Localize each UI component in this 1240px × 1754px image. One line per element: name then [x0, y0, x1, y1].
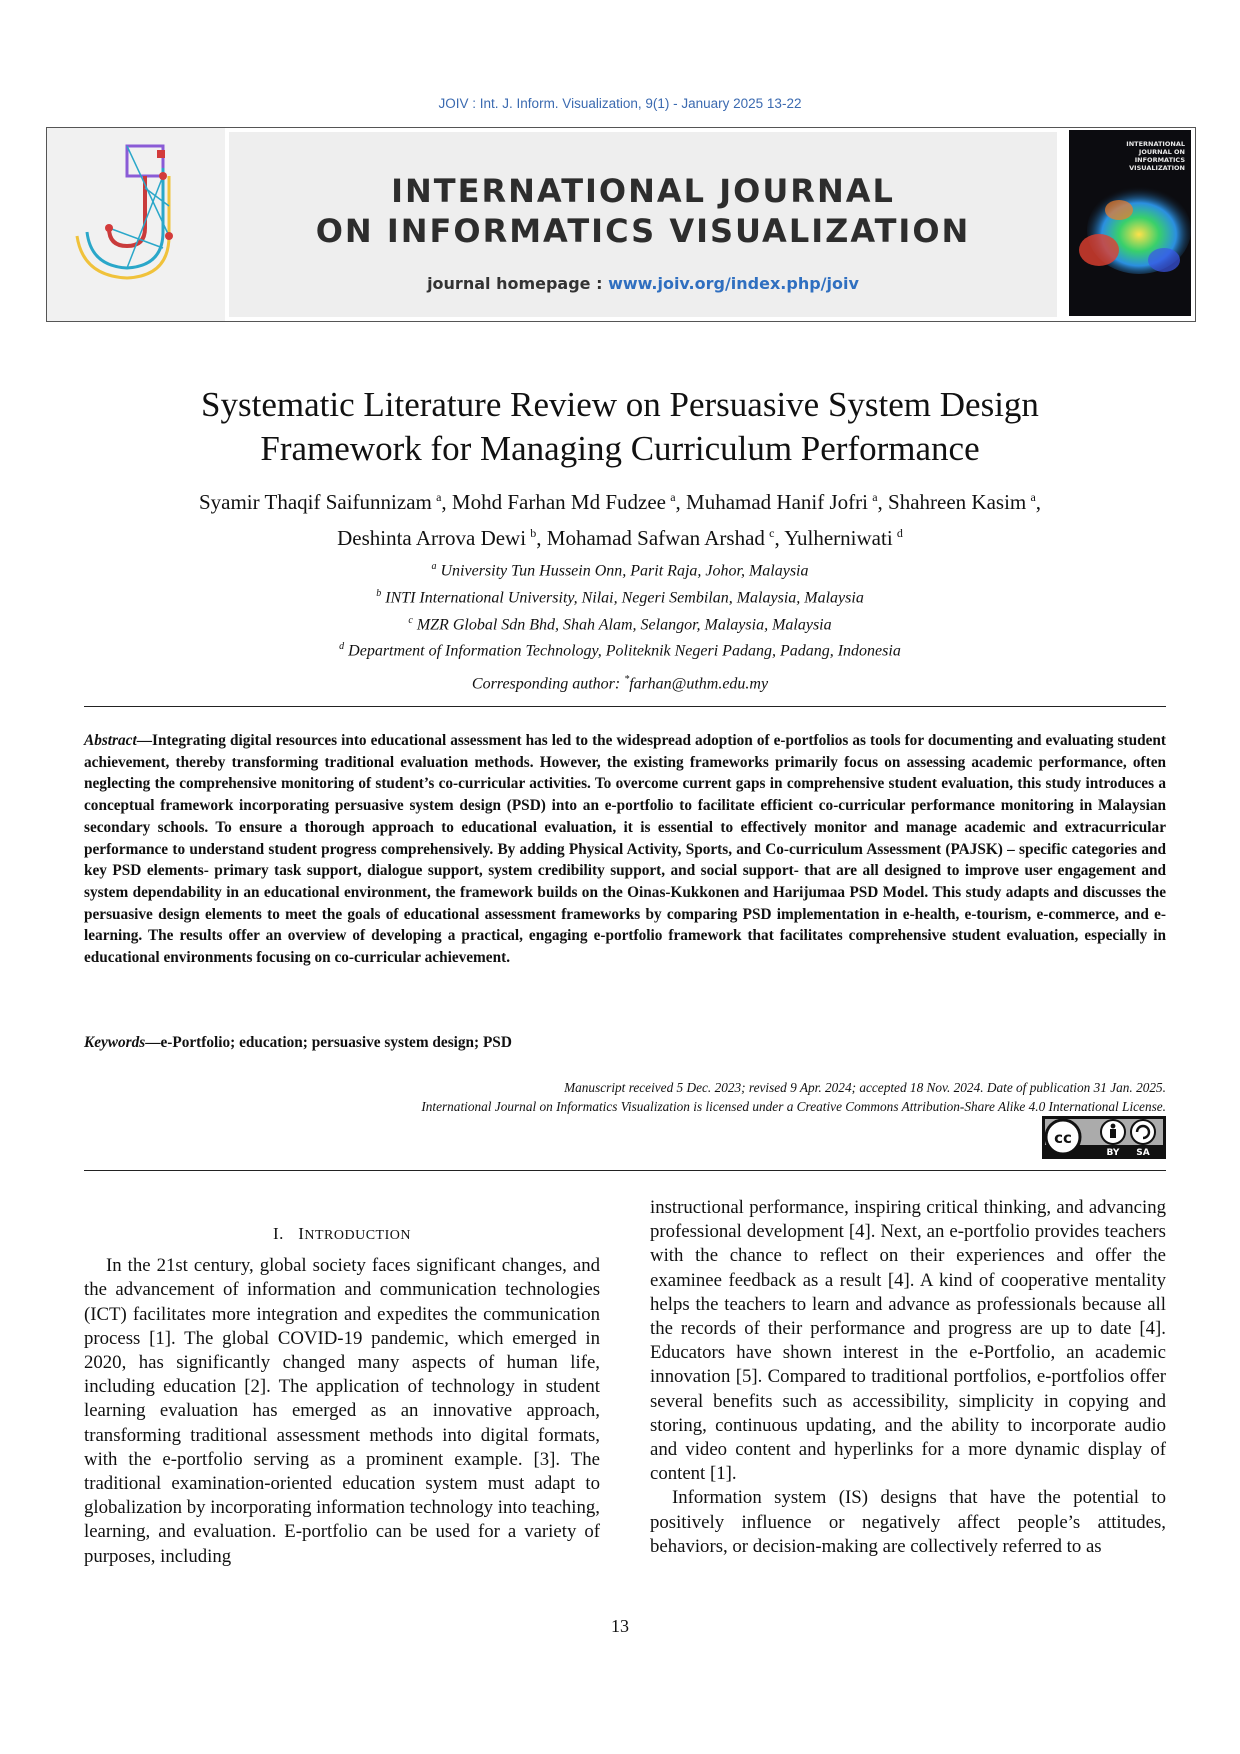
cc-by-sa-icon [1043, 1117, 1165, 1158]
author-separator: , [877, 490, 889, 514]
cc-sa-text: SA [1136, 1148, 1150, 1158]
right-column [650, 1196, 1166, 1559]
cc-license-badge[interactable] [1042, 1116, 1166, 1159]
affil-text: INTI International University, Nilai, Negeri Sembilan, Malaysia, Malaysia [385, 589, 864, 607]
author-affil-mark: a [1030, 490, 1036, 504]
affil-text: MZR Global Sdn Bhd, Shah Alam, Selangor, Malaysia, Malaysia [416, 615, 832, 633]
cc-text: cc [1054, 1129, 1072, 1147]
author-name: Mohamad Safwan Arshad [546, 526, 765, 550]
affiliation-list [0, 556, 1240, 696]
author-affil-mark: a [872, 490, 878, 504]
affiliation-b [0, 583, 1240, 610]
corresponding-author [0, 669, 1240, 696]
abstract-text: —Integrating digital resources into educational assessment has led to the widespread adoption of e-portfolios as tools for documenting and evaluating student achievement, thereby transforming traditional evaluation methods. However, the existing frameworks primarily focus on assessing academic performance, often neglecting the comprehensive monitoring of student’s co-curricular activities. To overcome current gaps in comprehensive student evaluation, this study introduces a conceptual framework incorporating persuasive system design (PSD) into an e-portfolio to facilitate efficient co-curricular performance monitoring in Malaysian secondary schools. To ensure a thorough approach to educational evaluation, it is essential to effectively monitor and manage academic and extracurricular performance to understand student progress comprehensively. By adding Physical Activity, Sports, and Co-curriculum Assessment (PAJSK) – specific categories and key PSD elements- primary task support, dialogue support, system credibility support, and social support- that are all designed to improve user engagement and system dependability in an educational environment, the framework builds on the Oinas-Kukkonen and Harijumaa PSD Model. This study adapts and discusses the persuasive design elements to meet the goals of educational assessment frameworks by comparing PSD implementation in e-health, e-tourism, e-commerce, and e-learning. The results offer an overview of developing a practical, engaging e-portfolio framework that facilitates comprehensive student evaluation, especially in educational environments focusing on co-curricular achievement. [84, 732, 1166, 967]
section-title-rest: NTRODUCTION [304, 1228, 411, 1243]
page-number: 13 [611, 1616, 629, 1636]
intro-paragraph-2: Information system (IS) designs that have the potential to positively influence or negatively affect people’s attitudes, behaviors, or decision-making are collectively referred to as [650, 1487, 1166, 1557]
abstract [84, 730, 1166, 969]
journal-homepage [229, 274, 1057, 293]
license-statement: International Journal on Informatics Visualization is licensed under a Creative Commons Attribution-Share Alike 4.0 International License. [421, 1099, 1166, 1114]
manuscript-dates: Manuscript received 5 Dec. 2023; revised 9 Apr. 2024; accepted 18 Nov. 2024. Date of publication 31 Jan. 2025. [564, 1080, 1166, 1095]
corresponding-label: Corresponding author: [471, 675, 625, 693]
journal-title-block [229, 132, 1057, 317]
journal-banner [46, 127, 1196, 322]
author-name: Deshinta Arrova Dewi [337, 526, 527, 550]
abstract-top-rule [84, 706, 1166, 707]
author-separator: , [1035, 490, 1042, 514]
author-separator: , [441, 490, 452, 514]
author-name: Syamir Thaqif Saifunnizam [198, 490, 432, 514]
paper-title-line1: Systematic Literature Review on Persuasive System Design [201, 385, 1039, 424]
keywords-text: —e-Portfolio; education; persuasive system design; PSD [145, 1034, 512, 1051]
author-affil-mark: a [670, 490, 676, 504]
homepage-label: journal homepage : [427, 274, 609, 293]
journal-title-line1: INTERNATIONAL JOURNAL [391, 172, 895, 210]
author-name: Shahreen Kasim [888, 490, 1027, 514]
section-number: I. [273, 1224, 284, 1243]
affiliation-c [0, 610, 1240, 637]
author-name: Muhamad Hanif Jofri [686, 490, 868, 514]
intro-paragraph-1: In the 21st century, global society faces significant changes, and the advancement of information and communication technologies (ICT) facilitates more integration and expedites the communication process [1]. The global COVID-19 pandemic, which emerged in 2020, has significantly changed many aspects of human life, including education [2]. The application of technology in student learning evaluation has emerged as an innovative approach, transforming traditional assessment methods into digital formats, with the e-portfolio serving as a prominent example. [3]. The traditional examination-oriented education system must adapt to globalization by incorporating information technology into teaching, learning, and evaluation. E-portfolio can be used for a variety of purposes, including [84, 1255, 600, 1567]
author-separator: , [536, 526, 547, 550]
author-separator: , [774, 526, 785, 550]
corresponding-email[interactable]: farhan@uthm.edu.my [629, 675, 769, 693]
running-head: JOIV : Int. J. Inform. Visualization, 9(1) - January 2025 13-22 [438, 96, 802, 111]
author-affil-mark: b [530, 526, 537, 540]
cc-by-text: BY [1106, 1148, 1120, 1158]
abstract-bottom-rule [84, 1170, 1166, 1171]
affil-mark: b [376, 587, 382, 599]
author-line-2 [0, 518, 1240, 554]
section-title-initial: I [298, 1224, 305, 1243]
section-heading-introduction [84, 1222, 600, 1248]
corresponding-mark: * [624, 674, 630, 686]
journal-title-line2: ON INFORMATICS VISUALIZATION [315, 212, 971, 250]
paper-title [0, 383, 1240, 471]
author-line-1 [0, 482, 1240, 518]
journal-cover-thumbnail [1069, 130, 1191, 316]
affiliation-d [0, 636, 1240, 663]
author-list [0, 482, 1240, 554]
affil-mark: a [431, 561, 437, 572]
intro-paragraph-continued: instructional performance, inspiring critical thinking, and advancing professional development [4]. Next, an e-portfolio provides teachers with the chance to reflect on their experiences and offer the examinee feedback as a result [4]. A kind of cooperative mentality helps the teachers to learn and advance as professionals because all the records of their performance and progress are up to date [4]. Educators have shown interest in the e-Portfolio, an academic innovation [5]. Compared to traditional portfolios, e-portfolios offer several benefits such as accessibility, simplicity in copying and storing, continuous updating, and the ability to incorporate audio and video content and hyperlinks for a more dynamic display of content [1]. [650, 1197, 1166, 1485]
affil-mark: c [408, 614, 413, 626]
cover-art-icon [1069, 130, 1191, 316]
keywords [84, 1034, 1166, 1052]
left-column [84, 1222, 600, 1569]
author-name: Yulherniwati [784, 526, 893, 550]
affil-text: University Tun Hussein Onn, Parit Raja, Johor, Malaysia [440, 562, 809, 580]
author-affil-mark: c [769, 526, 775, 540]
paper-title-line2: Framework for Managing Curriculum Performance [260, 429, 980, 468]
journal-logo-icon [47, 128, 225, 321]
author-name: Mohd Farhan Md Fudzee [451, 490, 666, 514]
author-separator: , [675, 490, 687, 514]
journal-logo [47, 128, 225, 321]
author-affil-mark: a [436, 490, 442, 504]
affil-text: Department of Information Technology, Politeknik Negeri Padang, Padang, Indonesia [348, 642, 901, 660]
abstract-label: Abstract [84, 732, 137, 749]
author-affil-mark: d [896, 526, 903, 540]
affil-mark: d [339, 641, 345, 653]
manuscript-info [84, 1078, 1166, 1116]
homepage-link[interactable]: www.joiv.org/index.php/joiv [608, 274, 859, 293]
affiliation-a [0, 556, 1240, 583]
cover-title: INTERNATIONAL JOURNAL ON INFORMATICS VISUALIZATION [1126, 140, 1185, 172]
keywords-label: Keywords [84, 1034, 146, 1051]
